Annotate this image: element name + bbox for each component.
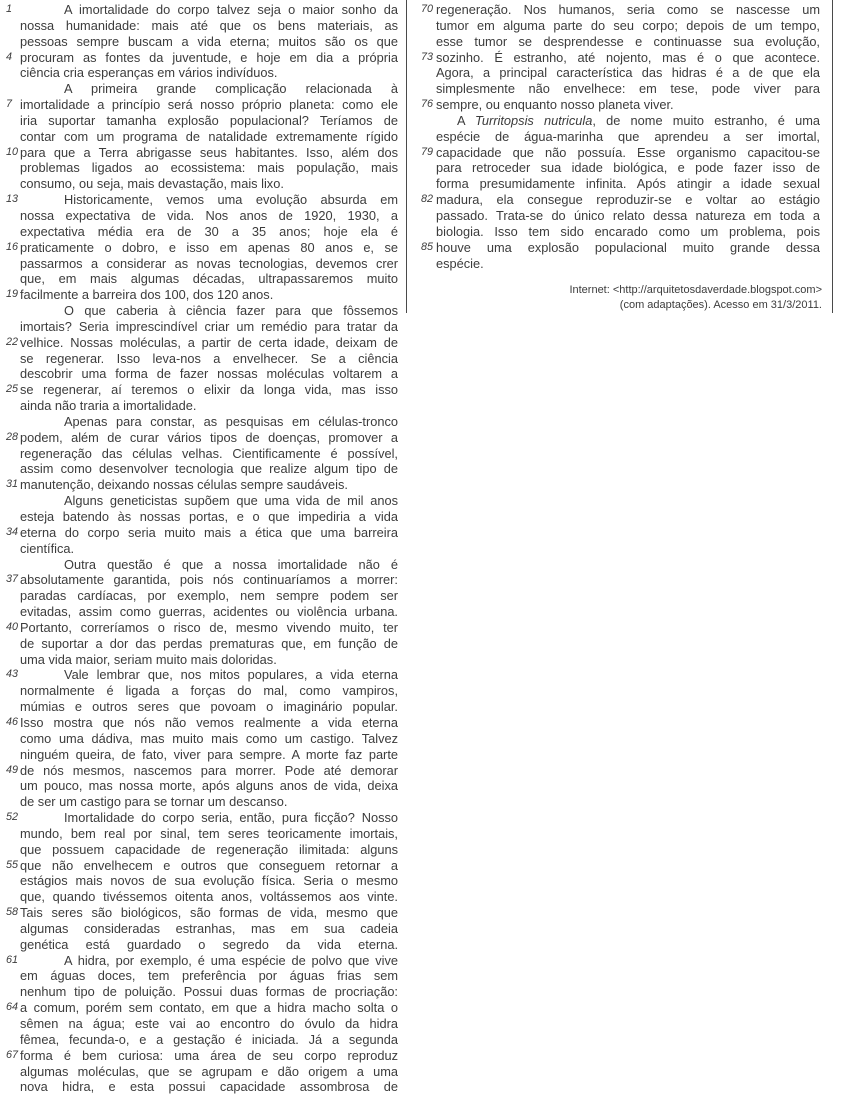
line-number: 76 (421, 98, 434, 111)
line-number: 55 (6, 858, 19, 871)
text-run: nossa expectativa de vida. Nos anos de 1920, 1930, a (20, 207, 398, 223)
text-run: Apenas para constar, as pesquisas em células-tronco (64, 413, 398, 429)
line-text (20, 525, 398, 541)
text-run: imortalidade a princípio será nosso próprio planeta: como ele (20, 97, 398, 113)
text-line (0, 287, 398, 303)
line-text (20, 461, 398, 477)
line-number: 22 (6, 335, 19, 348)
line-text (436, 50, 820, 66)
line-text (20, 303, 398, 319)
text-line (414, 50, 820, 66)
text-line (0, 810, 398, 826)
line-text (436, 34, 820, 50)
text-run: consumo, ou seja, mais devastação, mais lixo. (20, 176, 284, 192)
line-number: 34 (6, 525, 19, 538)
line-number: 64 (6, 1001, 19, 1014)
line-text (20, 2, 398, 18)
text-line (414, 176, 820, 192)
text-line (0, 747, 398, 763)
text-run: contar com um programa de natalidade extremamente rígido (20, 128, 398, 144)
line-number: 82 (421, 193, 434, 206)
text-run: esse tumor se desprendesse e continuasse sua evolução, (436, 33, 820, 49)
text-line (0, 461, 398, 477)
line-text (20, 588, 398, 604)
line-number: 16 (6, 240, 19, 253)
text-line (0, 525, 398, 541)
line-number: 58 (6, 906, 19, 919)
text-line (0, 477, 398, 493)
line-text (20, 113, 398, 129)
line-text (20, 477, 398, 493)
text-run: algumas moléculas, que se agrupam e dão origem a uma (20, 1063, 398, 1079)
text-line (0, 1064, 398, 1080)
text-line (414, 2, 820, 18)
text-run: O que caberia à ciência fazer para que fôssemos (64, 303, 398, 319)
text-run: sêmen na água; este vai ao encontro do óvulo da hidra (20, 1016, 398, 1031)
text-run: velhice. Nossas moléculas, a partir de certa idade, deixam de (20, 334, 398, 350)
line-number: 70 (421, 3, 434, 15)
text-run: Historicamente, vemos uma evolução absurda em (64, 192, 398, 208)
text-run: espécie. (436, 255, 484, 271)
text-run: Agora, a principal característica das hidras é a de que ela (436, 65, 820, 81)
line-text (20, 65, 398, 81)
line-text (20, 50, 398, 66)
text-run: passado. Trata-se do único relato dessa natureza em toda a (436, 207, 820, 223)
line-text (20, 858, 398, 874)
text-run: sempre, ou enquanto nosso planeta viver. (436, 97, 674, 113)
text-line (0, 2, 398, 18)
line-number: 37 (6, 573, 19, 586)
text-run: Imortalidade do corpo seria, então, pura ficção? Nosso (64, 810, 398, 826)
line-text (20, 715, 398, 731)
line-text (20, 160, 398, 176)
line-number: 1 (6, 3, 13, 15)
text-line (0, 18, 398, 34)
text-line (414, 65, 820, 81)
line-text (436, 208, 820, 224)
text-line (414, 97, 820, 113)
text-run: Tais seres são biológicos, são formas de vida, mesmo que (20, 905, 398, 921)
text-line (0, 208, 398, 224)
text-line (0, 984, 398, 1000)
text-run: que possuem capacidade de regeneração ilimitada: alguns (20, 841, 398, 857)
line-text (20, 604, 398, 620)
line-number: 10 (6, 145, 19, 158)
line-text (436, 145, 820, 161)
line-text (20, 430, 398, 446)
text-run: de suportar a dor das perdas prematuras que, em função de (20, 635, 398, 651)
line-text (20, 620, 398, 636)
line-text (436, 113, 820, 129)
text-line (414, 192, 820, 208)
text-line (0, 858, 398, 874)
text-run: houve uma explosão populacional muito grande dessa (436, 239, 820, 255)
text-run: Vale lembrar que, nos mitos populares, a vida eterna (64, 667, 398, 683)
text-line (0, 905, 398, 921)
text-run: absolutamente garantida, pois nós continuaríamos a morrer: (20, 572, 398, 588)
text-run: de nós mesmos, nascemos para morrer. Pode até demorar (20, 762, 398, 778)
line-text (436, 176, 820, 192)
text-line (0, 50, 398, 66)
text-run: simplesmente não envelhece: em tese, pode viver para (436, 81, 820, 97)
line-text (436, 240, 820, 256)
line-number: 43 (6, 668, 19, 681)
citation-line-2: (com adaptações). Acesso em 31/3/2011. (619, 298, 822, 311)
text-line (414, 160, 820, 176)
text-run: praticamente o dobro, e isso em apenas 80 anos e, se (20, 239, 398, 255)
line-text (436, 65, 820, 81)
line-text (20, 905, 398, 921)
text-line (0, 192, 398, 208)
line-text (20, 1048, 398, 1064)
text-line (0, 366, 398, 382)
citation-line-1: Internet: <http://arquitetosdaverdade.blogspot.com> (569, 284, 822, 296)
text-line (0, 667, 398, 683)
text-line (414, 208, 820, 224)
line-number: 46 (6, 715, 19, 728)
text-line (0, 351, 398, 367)
text-line (0, 683, 398, 699)
text-line (414, 113, 820, 129)
line-text (20, 699, 398, 715)
text-line (414, 18, 820, 34)
text-line (414, 129, 820, 145)
text-line (0, 652, 398, 668)
text-line (0, 493, 398, 509)
text-line (0, 240, 398, 256)
line-number: 52 (6, 811, 19, 824)
line-text (20, 778, 398, 794)
line-text (20, 984, 398, 1000)
text-line (414, 240, 820, 256)
text-run: Outra questão é que a nossa imortalidade não é (64, 556, 398, 572)
line-text (20, 1079, 398, 1095)
text-line (0, 256, 398, 272)
text-line (0, 414, 398, 430)
text-line (0, 1032, 398, 1048)
text-line (0, 145, 398, 161)
text-line (0, 113, 398, 129)
text-run: regeneração. Nos humanos, seria como se nascesse um (436, 2, 820, 17)
line-text (436, 129, 820, 145)
text-line (0, 430, 398, 446)
text-run: Alguns geneticistas supõem que uma vida de mil anos (64, 493, 398, 509)
text-line (0, 335, 398, 351)
line-number: 31 (6, 478, 19, 491)
text-line (0, 921, 398, 937)
text-line (0, 826, 398, 842)
text-line (0, 129, 398, 145)
line-text (436, 97, 820, 113)
text-line (0, 446, 398, 462)
text-line (0, 382, 398, 398)
line-text (20, 176, 398, 192)
text-line (0, 1048, 398, 1064)
text-line (0, 937, 398, 953)
species-name-italic: Turritopsis nutricula (475, 112, 593, 128)
line-text (20, 382, 398, 398)
text-run: se regenerar. Isso leva-nos a envelhecer. Se a ciência (20, 350, 398, 366)
line-text (20, 446, 398, 462)
line-text (20, 208, 398, 224)
text-run: A hidra, por exemplo, é uma espécie de polvo que vive (64, 952, 398, 968)
text-line (0, 509, 398, 525)
text-run: A imortalidade do corpo talvez seja o maior sonho da (64, 2, 398, 17)
left-column (0, 2, 398, 1095)
text-run: uma vida maior, seriam muito mais doloridas. (20, 651, 277, 667)
text-run: em águas doces, tem preferência por águas frias sem (20, 968, 398, 984)
line-text (20, 1064, 398, 1080)
line-text (20, 810, 398, 826)
text-line (0, 715, 398, 731)
text-run: esteja batendo às nossas portas, e o que impediria a vida (20, 509, 398, 524)
line-text (20, 763, 398, 779)
text-run: capacidade que não possuía. Esse organismo capacitou-se (436, 144, 820, 160)
line-text (20, 493, 398, 509)
text-line (414, 34, 820, 50)
text-run: como uma dádiva, mas muito mais como um castigo. Talvez (20, 730, 398, 746)
line-text (20, 557, 398, 573)
line-text (436, 2, 820, 18)
line-text (20, 541, 398, 557)
text-run: podem, além de curar vários tipos de doenças, promover a (20, 429, 398, 445)
line-number: 85 (421, 240, 434, 253)
line-number: 13 (6, 193, 19, 206)
text-line (0, 541, 398, 557)
text-line (0, 636, 398, 652)
line-number: 67 (6, 1048, 19, 1061)
text-line (0, 763, 398, 779)
line-text (20, 256, 398, 272)
text-line (0, 873, 398, 889)
text-line (0, 1000, 398, 1016)
text-run: que não envelhecem e outros que conseguem retornar a (20, 857, 398, 873)
line-text (20, 652, 398, 668)
line-text (436, 160, 820, 176)
line-text (20, 192, 398, 208)
source-citation (420, 283, 822, 313)
text-line (414, 145, 820, 161)
text-line (0, 97, 398, 113)
line-number: 28 (6, 430, 19, 443)
text-run: expectativa média era de 30 a 35 anos; hoje ela é (20, 223, 398, 239)
text-run: para retroceder sua idade biológica, e pode fazer isso de (436, 160, 820, 176)
text-line (0, 953, 398, 969)
text-run: forma presumidamente infinita. Após atingir a idade sexual (436, 176, 820, 192)
line-text (20, 18, 398, 34)
line-text (20, 319, 398, 335)
line-number: 61 (6, 953, 19, 966)
text-line (0, 176, 398, 192)
line-text (20, 129, 398, 145)
text-run: descobrir uma forma de fazer nossas moléculas voltarem a (20, 366, 398, 382)
line-text (20, 351, 398, 367)
text-run: nova hidra, e esta possui capacidade assombrosa de (20, 1079, 398, 1095)
text-line (414, 224, 820, 240)
text-run: a comum, porém sem contato, em que a hidra macho solta o (20, 1000, 398, 1016)
text-run: forma é bem curiosa: uma área de seu corpo reproduz (20, 1047, 398, 1063)
line-text (436, 256, 820, 272)
text-line (0, 1079, 398, 1095)
text-run: passarmos a considerar as novas tecnologias, devemos crer (20, 255, 398, 271)
text-run: para que a Terra abrigasse seus habitantes. Isso, além dos (20, 144, 398, 160)
right-column (414, 2, 820, 271)
text-run: Portanto, correríamos o risco de, mesmo vivendo muito, ter (20, 619, 398, 635)
text-run: que, quando tivéssemos oitenta anos, voltássemos aos vinte. (20, 889, 398, 905)
line-text (20, 747, 398, 763)
line-number: 7 (6, 98, 13, 111)
text-line (0, 303, 398, 319)
text-run: tumor em alguma parte do seu corpo; depois de um tempo, (436, 17, 820, 33)
text-run: ciência cria esperanças em vários indivíduos. (20, 65, 278, 81)
line-text (20, 842, 398, 858)
line-text (20, 873, 398, 889)
text-line (414, 256, 820, 272)
text-line (0, 271, 398, 287)
text-run: científica. (20, 540, 75, 556)
text-run: algumas consideradas estranhas, mas em sua cadeia (20, 920, 398, 936)
text-line (0, 160, 398, 176)
text-line (0, 588, 398, 604)
text-line (414, 81, 820, 97)
text-run: A (457, 112, 476, 128)
text-run: assim como desenvolver tecnologia que realize algum tipo de (20, 461, 398, 477)
text-run: paradas cardíacas, por exemplo, nem sempre podem ser (20, 588, 398, 604)
text-line (0, 81, 398, 97)
line-text (436, 224, 820, 240)
text-run: evitadas, assim como guerras, acidentes ou violência urbana. (20, 604, 398, 620)
text-run-after: , de nome muito estranho, é uma (592, 112, 820, 128)
line-text (436, 192, 820, 208)
text-run: imortais? Seria imprescindível criar um remédio para tratar da (20, 318, 398, 334)
line-number: 4 (6, 50, 13, 63)
line-text (20, 636, 398, 652)
text-line (0, 889, 398, 905)
line-text (20, 335, 398, 351)
text-run: nossa humanidade: mais até que os bens materiais, as (20, 17, 398, 33)
line-text (20, 953, 398, 969)
line-number: 40 (6, 620, 19, 633)
text-line (0, 65, 398, 81)
text-run: fêmea, fecunda-o, e a gestação é iniciada. Já a segunda (20, 1031, 398, 1047)
line-text (436, 81, 820, 97)
text-run: nenhum tipo de poluição. Possui duas formas de procriação: (20, 984, 398, 1000)
line-number: 79 (421, 145, 434, 158)
text-line (0, 604, 398, 620)
line-text (20, 1000, 398, 1016)
text-line (0, 778, 398, 794)
text-line (0, 1016, 398, 1032)
text-run: pessoas sempre buscam a vida eterna; muitos são os que (20, 33, 398, 49)
line-text (20, 968, 398, 984)
text-run: biologia. Isso tem sido encarado como um problema, pois (436, 223, 820, 239)
line-text (20, 683, 398, 699)
text-run: um pouco, mas nossa morte, após alguns anos de vida, deixa (20, 778, 398, 794)
text-run: sozinho. É estranho, até nojento, mas é o que acontece. (436, 49, 820, 65)
line-text (20, 271, 398, 287)
text-line (0, 398, 398, 414)
text-line (0, 794, 398, 810)
line-text (20, 240, 398, 256)
text-line (0, 731, 398, 747)
text-run: manutenção, deixando nossas células sempre saudáveis. (20, 477, 348, 493)
text-run: problemas ligados ao ecossistema: mais população, mais (20, 160, 398, 176)
text-run: de ser um castigo para se tornar um descanso. (20, 794, 288, 810)
text-line (0, 557, 398, 573)
line-text (20, 826, 398, 842)
text-line (0, 699, 398, 715)
text-run: espécie de água-marinha que aprendeu a ser imortal, (436, 128, 820, 144)
column-divider-line (406, 0, 407, 313)
text-run: procuram as fontes da juventude, e hoje em dia a própria (20, 49, 398, 65)
text-run: que, em mais algumas décadas, ultrapassaremos muito (20, 271, 398, 287)
text-run: múmias e outros seres que povoam o imaginário popular. (20, 699, 398, 715)
line-text (20, 509, 398, 525)
text-run: normalmente é ligada a forças do mal, como vampiros, (20, 683, 398, 699)
line-text (20, 145, 398, 161)
text-line (0, 968, 398, 984)
line-number: 19 (6, 288, 19, 301)
line-text (20, 572, 398, 588)
text-run: se regenerar, aí teremos o elixir da longa vida, mas isso (20, 382, 398, 398)
right-border-line (832, 0, 833, 313)
text-run: genética está guardado o segredo da vida eterna. (20, 936, 398, 952)
line-number: 49 (6, 763, 19, 776)
line-text (20, 921, 398, 937)
line-text (20, 414, 398, 430)
line-text (436, 18, 820, 34)
line-text (20, 224, 398, 240)
line-text (20, 1016, 398, 1032)
line-text (20, 889, 398, 905)
text-run: mundo, bem real por sinal, tem seres teoricamente imortais, (20, 825, 398, 841)
text-line (0, 620, 398, 636)
text-run: madura, ela consegue reproduzir-se e voltar ao estágio (436, 192, 820, 208)
text-line (0, 34, 398, 50)
text-run: A primeira grande complicação relacionada à (64, 81, 398, 97)
text-run: ainda não traria a imortalidade. (20, 398, 197, 414)
line-text (20, 97, 398, 113)
text-line (0, 224, 398, 240)
line-number: 25 (6, 383, 19, 396)
line-text (20, 667, 398, 683)
text-run: facilmente a barreira dos 100, dos 120 anos. (20, 287, 274, 303)
text-run: iria suportar tamanha explosão populacional? Teríamos de (20, 112, 398, 128)
line-text (20, 937, 398, 953)
line-number: 73 (421, 50, 434, 63)
line-text (20, 287, 398, 303)
line-text (20, 1032, 398, 1048)
line-text (20, 366, 398, 382)
text-line (0, 319, 398, 335)
text-line (0, 572, 398, 588)
text-run: eterna do corpo seria muito mais a ética que uma barreira (20, 524, 398, 540)
line-text (20, 731, 398, 747)
text-run: Isso mostra que nós não vemos realmente a vida eterna (20, 714, 398, 730)
text-run: estágios mais novos de sua evolução física. Seria o mesmo (20, 873, 398, 889)
text-run: ninguém queira, de fato, viver para sempre. A morte faz parte (20, 746, 398, 762)
line-text (20, 34, 398, 50)
text-run: regeneração das células velhas. Cientificamente é possível, (20, 445, 398, 461)
line-text (20, 398, 398, 414)
text-line (0, 842, 398, 858)
line-text (20, 81, 398, 97)
line-text (20, 794, 398, 810)
